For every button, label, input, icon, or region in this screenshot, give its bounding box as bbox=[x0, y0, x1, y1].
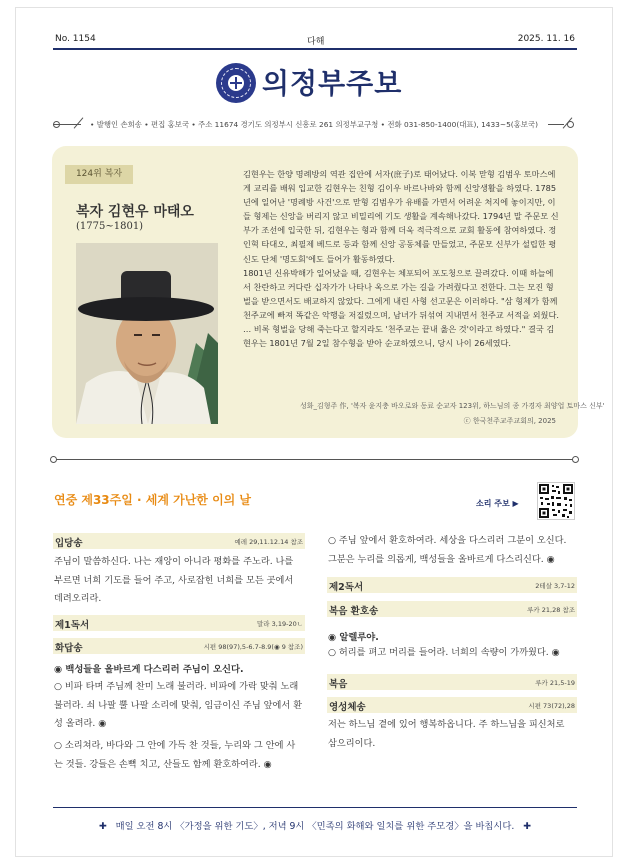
issue-number: No. 1154 bbox=[55, 34, 96, 44]
scripture-reference: 시편 73(72),28 bbox=[528, 702, 575, 710]
diocese-seal-icon bbox=[216, 63, 256, 103]
scripture-reference: 루카 21,28 참조 bbox=[527, 606, 575, 614]
psalm-verse: ○ 주님 앞에서 환호하여라. 세상을 다스리러 그분이 오신다. 그분은 누리를 의롭게, 백성들을 올바르게 다스리신다. ◉ bbox=[328, 535, 567, 565]
psalm-response: ◉ 백성들을 올바르게 다스리러 주님이 오신다. bbox=[54, 664, 244, 675]
top-divider bbox=[53, 48, 577, 50]
issue-date: 2025. 11. 16 bbox=[517, 34, 575, 44]
publisher-info: • 발행인 손희송 • 편집 홍보국 • 주소 11674 경기도 의정부시 신흥로 261 의정부교구청 • 전화 031-850-1400(대표), 1433~5(홍보국) bbox=[90, 120, 538, 129]
liturgical-year: 다해 bbox=[307, 37, 325, 47]
gospel-acclamation-header bbox=[327, 601, 577, 617]
psalm-header bbox=[53, 638, 305, 654]
saint-years: (1775~1801) bbox=[76, 221, 144, 232]
prayer-reminder bbox=[72, 818, 558, 832]
communion-antiphon-text: 저는 하느님 곁에 있어 행복하옵니다. 주 하느님을 피신처로 삼으리이다. bbox=[328, 719, 565, 749]
section-label: 제1독서 bbox=[55, 620, 90, 631]
divider-circle-right bbox=[567, 121, 574, 128]
scripture-reference: 시편 98(97),5-6.7-8.9(◉ 9 참조) bbox=[203, 643, 303, 651]
scripture-reference: 2테살 3,7-12 bbox=[535, 582, 575, 590]
saint-tag: 124위 복자 bbox=[65, 165, 133, 184]
saint-biography bbox=[243, 167, 559, 350]
cross-icon: ✚ bbox=[98, 821, 107, 832]
psalm-verse: ○ 비파 타며 주님께 찬미 노래 불러라. 비파에 가락 맞춰 노래 불러라. 쇠 나팔 뿔 나팔 소리에 맞춰, 임금이신 주님 앞에서 환성 올려라. ◉ bbox=[54, 681, 303, 729]
prayer-reminder-text: 매일 오전 8시 〈가정을 위한 기도〉, 저녁 9시 〈민족의 화해와 일치를 위한 주모경〉을 바칩시다. bbox=[115, 821, 515, 832]
alleluia: ◉ 알렐루야. bbox=[328, 632, 379, 643]
acclamation-verse: ○ 허리를 펴고 머리를 들어라. 너희의 속량이 가까웠다. ◉ bbox=[328, 647, 560, 658]
first-reading-header bbox=[53, 615, 305, 631]
masthead-title: 의정부주보 bbox=[262, 67, 403, 100]
sunday-title: 연중 제33주일 · 세계 가난한 이의 날 bbox=[54, 493, 252, 507]
footer-divider bbox=[53, 807, 577, 808]
communion-antiphon-header bbox=[327, 697, 577, 713]
section-label: 영성체송 bbox=[329, 702, 366, 713]
psalm-verse: ○ 소리쳐라, 바다와 그 안에 가득 찬 것들, 누리와 그 안에 사는 것들. 강들은 손뼉 치고, 산들도 함께 환호하여라. ◉ bbox=[54, 740, 296, 770]
section-label: 복음 환호송 bbox=[329, 606, 379, 617]
entrance-antiphon-header bbox=[53, 533, 305, 549]
scripture-reference: 말라 3,19-20ㄴ bbox=[257, 620, 303, 628]
section-label: 복음 bbox=[329, 679, 348, 690]
top-bar bbox=[55, 34, 575, 48]
audio-bulletin-link[interactable]: 소리 주보 ▶ bbox=[476, 499, 519, 508]
info-line-right bbox=[548, 124, 564, 125]
saint-portrait bbox=[76, 243, 218, 424]
section-label: 화답송 bbox=[55, 643, 83, 654]
section-divider-circle-right bbox=[572, 456, 579, 463]
section-divider bbox=[53, 459, 577, 460]
section-label: 입당송 bbox=[55, 538, 83, 549]
qr-code-icon[interactable] bbox=[537, 482, 575, 520]
cross-icon: ✚ bbox=[523, 821, 532, 832]
gospel-header bbox=[327, 674, 577, 690]
entrance-antiphon-text: 주님이 말씀하신다. 나는 재앙이 아니라 평화를 주노라. 나를 부르면 너희 기도를 들어 주고, 사로잡힌 너희를 모든 곳에서 데려오리라. bbox=[54, 556, 294, 604]
biography-paragraph: 김현우는 한양 명례방의 역관 집안에 서자(庶子)로 태어났다. 이복 맏형 김범우 토마스에게 교리를 배워 입교한 김현우는 친형 김이우 바르나바와 함께 신앙생활을 하였다. 1785년에 일어난 '명례방 사건'으로 맏형 김범우가 유배를 가면서 어려운 처지에 놓이지만, 이들 형제는 신앙을 버리지 않고 비밀리에 기도 생활을 계속해나갔다. 1794년 말 주문모 신부가 조선에 입국한 뒤, 김현우는 형과 함께 더욱 적극적으로 교회 활동에 참여하였다. 정인혁 타대오, 최필제 베드로 등과 함께 신앙 공동체를 만들었고, 주문모 신부가 설립한 평신도 단체 '명도회'에도 들어가 활동하였다. bbox=[243, 169, 559, 264]
copyright-notice: ⓒ 한국천주교주교회의, 2025 bbox=[463, 417, 556, 425]
biography-paragraph: 1801년 신유박해가 일어났을 때, 김현우는 체포되어 포도청으로 끌려갔다. 이때 하늘에서 찬란하고 커다란 십자가가 나타나 옥으로 가는 길을 가려줬다고 전한다. 그는 모진 형벌을 받으면서도 배교하지 않았다. 그에게 내린 사형 선고문은 이러하다. "삼 형제가 함께 천주교에 빠져 똑같은 악행을 저질렀으며, 남녀가 뒤섞여 지내면서 천주교 서적을 외웠다. … 비록 형벌을 당해 죽는다고 할지라도 '천주교는 끝내 옳은 것'이라고 하였다." 결국 김현우는 1801년 7월 2일 참수형을 받아 순교하였으니, 당시 나이 26세였다. bbox=[243, 267, 559, 349]
section-divider-circle-left bbox=[50, 456, 57, 463]
second-reading-header bbox=[327, 577, 577, 593]
section-label: 제2독서 bbox=[329, 582, 364, 593]
scripture-reference: 루카 21,5-19 bbox=[535, 679, 575, 687]
artwork-credit: 성화_김형주 作, '복자 윤지충 바오로와 동료 순교자 123위, 하느님의 종 가경자 최양업 토마스 신부' bbox=[300, 402, 605, 410]
saint-name: 복자 김현우 마태오 bbox=[76, 204, 194, 220]
scripture-reference: 예레 29,11.12.14 참조 bbox=[234, 538, 303, 546]
